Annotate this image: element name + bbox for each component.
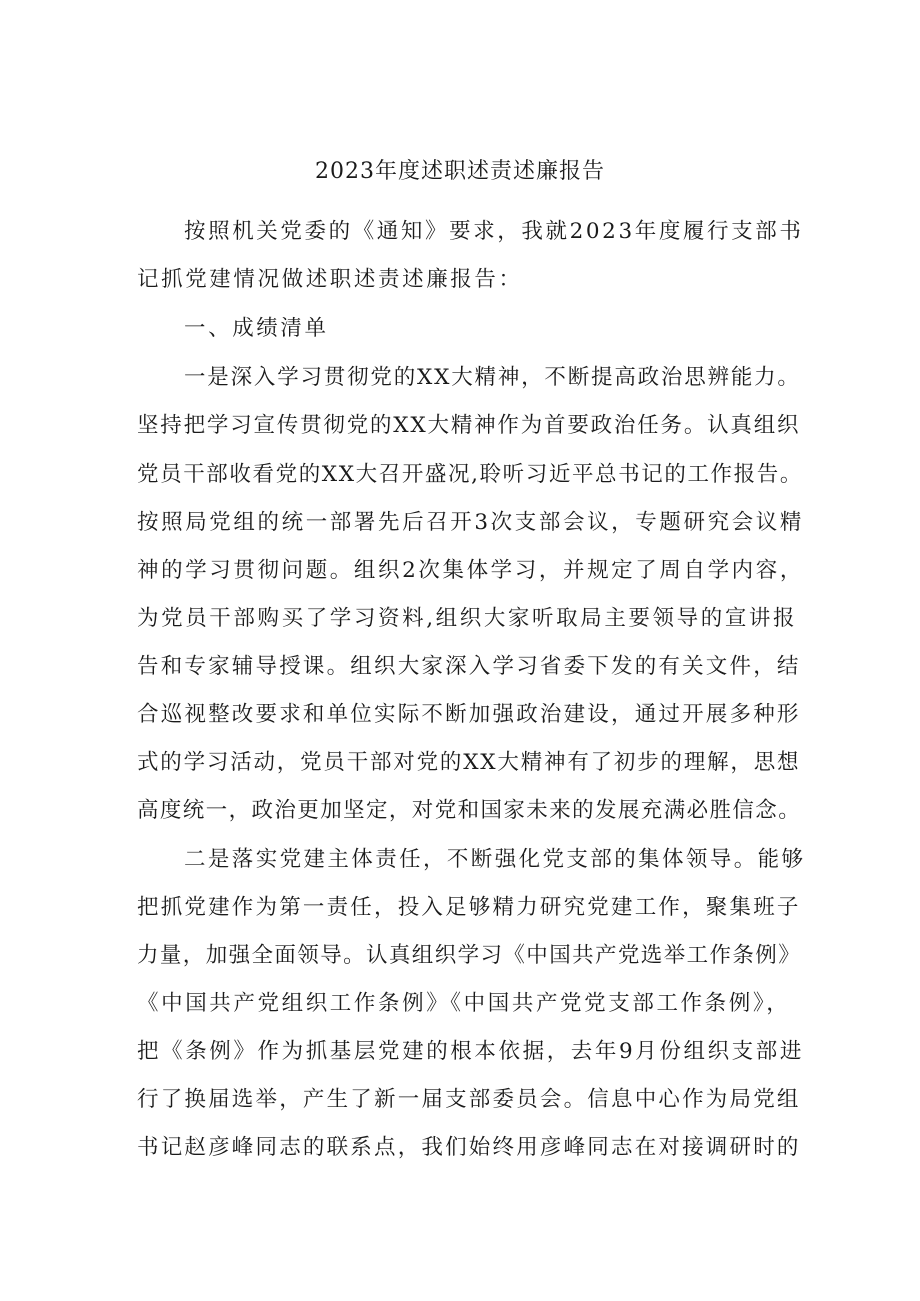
- paragraph-line: 《中国共产党组织工作条例》《中国共产党党支部工作条例》，: [137, 991, 791, 1016]
- paragraph-line: 高度统一，政治更加坚定，对党和国家未来的发展充满必胜信念。: [137, 798, 802, 823]
- paragraph-line: 党员干部收看党的XX大召开盛况,聆听习近平总书记的工作报告。: [137, 462, 803, 487]
- paragraph-line: 按照机关党委的《通知》要求，我就2023年度履行支部书: [184, 219, 804, 244]
- paragraph-line: 书记赵彦峰同志的联系点，我们始终用彦峰同志在对接调研时的: [137, 1135, 801, 1160]
- section-heading: 一、成绩清单: [184, 316, 329, 341]
- paragraph-line: 合巡视整改要求和单位实际不断加强政治建设，通过开展多种形: [137, 702, 801, 727]
- paragraph-line: 一是深入学习贯彻党的XX大精神，不断提高政治思辨能力。: [184, 365, 801, 390]
- paragraph-line: 把《条例》作为抓基层党建的根本依据，去年9月份组织支部进: [137, 1039, 804, 1064]
- paragraph-line: 坚持把学习宣传贯彻党的XX大精神作为首要政治任务。认真组织: [137, 413, 801, 438]
- paragraph-line: 神的学习贯彻问题。组织2次集体学习，并规定了周自学内容，: [137, 558, 804, 583]
- document-title: 2023年度述职述责述廉报告: [315, 159, 605, 184]
- paragraph-line: 告和专家辅导授课。组织大家深入学习省委下发的有关文件，结: [137, 654, 801, 679]
- paragraph-line: 按照局党组的统一部署先后召开3次支部会议，专题研究会议精: [137, 510, 804, 535]
- paragraph-line: 力量，加强全面领导。认真组织学习《中国共产党选举工作条例》: [137, 943, 802, 968]
- paragraph-line: 行了换届选举，产生了新一届支部委员会。信息中心作为局党组: [137, 1087, 801, 1112]
- paragraph-line: 记抓党建情况做述职述责述廉报告：: [137, 267, 523, 292]
- paragraph-line: 把抓党建作为第一责任，投入足够精力研究党建工作，聚集班子: [137, 895, 801, 920]
- paragraph-line: 式的学习活动，党员干部对党的XX大精神有了初步的理解，思想: [137, 750, 801, 775]
- paragraph-line: 二是落实党建主体责任，不断强化党支部的集体领导。能够: [184, 847, 805, 872]
- paragraph-line: 为党员干部购买了学习资料,组织大家听取局主要领导的宣讲报: [137, 606, 798, 631]
